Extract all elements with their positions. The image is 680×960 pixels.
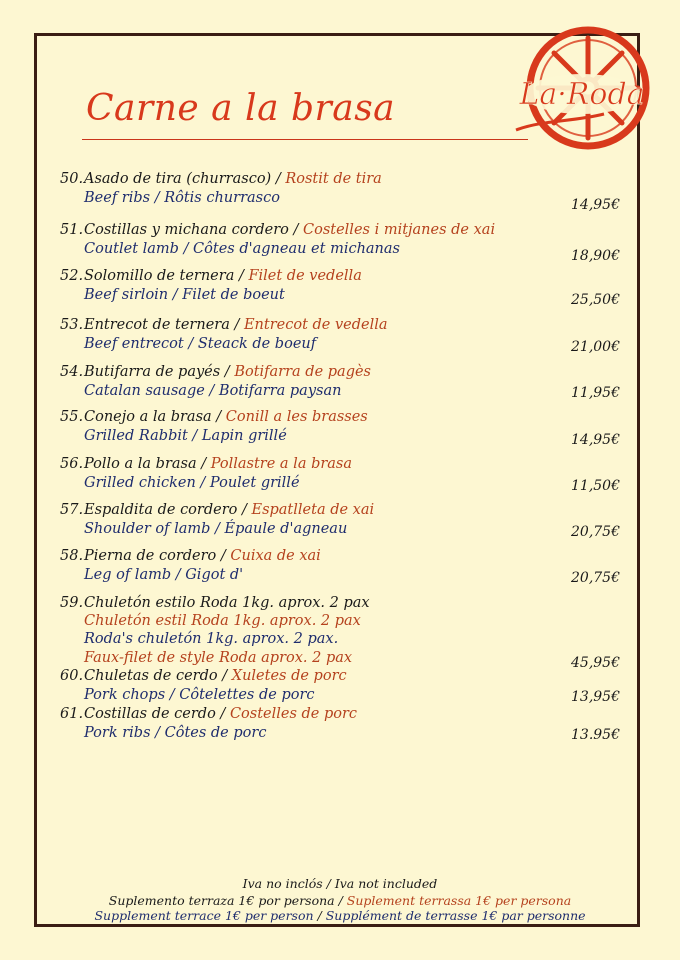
item-price: 13.95€ [571,727,620,743]
item-name-es: Espaldita de cordero [84,502,238,518]
supplement-fr: Supplément de terrasse 1€ par personne [325,908,586,923]
item-name-ca: Filet de vedella [248,268,362,284]
page-title: Carne a la brasa [86,88,396,129]
iva-es: Iva no inclós [242,876,323,891]
footer-supplement-1: Suplemento terraza 1€ por persona / Suplement terrassa 1€ per persona [108,893,572,908]
item-name-es-ca: Chuletas de cerdo / Xuletes de porc [84,668,347,684]
item-number: 56. [60,456,84,472]
item-name-ca: Cuixa de xai [230,548,321,564]
item-name-ca: Espatlleta de xai [251,502,375,518]
item-name-es: Costillas de cerdo [84,706,216,722]
item-name-en-fr: Beef ribs / Rôtis churrasco [84,190,280,206]
item-name-ca: Costelles de porc [229,706,358,722]
item-name-ca: Botifarra de pagès [234,364,371,380]
item-name-en-fr: Leg of lamb / Gigot d' [84,567,244,583]
item-name-es-ca: Costillas de cerdo / Costelles de porc [84,706,358,722]
item-name-es: Conejo a la brasa [84,409,212,425]
item-name-es-ca: Pierna de cordero / Cuixa de xai [84,548,321,564]
item-number: 58. [60,548,84,564]
supplement-en: Supplement terrace 1€ per person [94,908,314,923]
item-name-en-fr: Coutlet lamb / Côtes d'agneau et michanas [84,241,400,257]
item-name-ca: Rostit de tira [285,171,382,187]
item-name-en-fr: Grilled Rabbit / Lapin grillé [84,428,287,444]
item-number: 53. [60,317,84,333]
item-price: 14,95€ [571,197,620,213]
item-name-es-ca: Butifarra de payés / Botifarra de pagès [84,364,371,380]
item-name-fr: Faux-filet de style Roda aprox. 2 pax [84,650,353,666]
item-name-en-fr: Catalan sausage / Botifarra paysan [84,383,342,399]
item-name-en: Roda's chuletón 1kg. aprox. 2 pax. [84,631,339,647]
item-price: 14,95€ [571,432,620,448]
item-price: 18,90€ [571,248,620,264]
item-price: 11,50€ [571,478,620,494]
item-name-es: Chuletas de cerdo [84,668,218,684]
item-name-ca: Xuletes de porc [231,668,347,684]
item-price: 25,50€ [571,292,620,308]
item-price: 11,95€ [571,385,620,401]
item-number: 52. [60,268,84,284]
item-name-es: Chuletón estilo Roda 1kg. aprox. 2 pax [84,595,370,611]
item-name-es-ca: Pollo a la brasa / Pollastre a la brasa [84,456,353,472]
item-name-ca: Conill a les brasses [225,409,368,425]
item-name-ca: Pollastre a la brasa [210,456,353,472]
item-name-ca: Entrecot de vedella [243,317,388,333]
item-name-es-ca: Costillas y michana cordero / Costelles i mitjanes de xai [84,222,496,238]
svg-text:La·Roda: La·Roda [519,77,645,112]
item-number: 51. [60,222,84,238]
item-number: 50. [60,171,84,187]
item-name-es: Butifarra de payés [84,364,221,380]
supplement-es: Suplemento terraza 1€ por persona [108,893,335,908]
item-name-es-ca: Entrecot de ternera / Entrecot de vedella [84,317,388,333]
item-name-ca: Costelles i mitjanes de xai [303,222,496,238]
item-name-en-fr: Shoulder of lamb / Épaule d'agneau [84,521,348,537]
item-name-es: Pierna de cordero [84,548,217,564]
item-name-es-ca: Solomillo de ternera / Filet de vedella [84,268,362,284]
item-number: 54. [60,364,84,380]
item-name-es: Solomillo de ternera [84,268,235,284]
item-name-en-fr: Pork ribs / Côtes de porc [84,725,267,741]
item-price: 21,00€ [571,339,620,355]
item-name-es: Pollo a la brasa [84,456,197,472]
item-number: 59. [60,595,84,611]
item-name-es: Entrecot de ternera [84,317,230,333]
footer-supplement-2: Supplement terrace 1€ per person / Supplément de terrasse 1€ par personne [94,908,586,923]
item-name-en-fr: Beef entrecot / Steack de boeuf [84,336,317,352]
item-number: 60. [60,668,84,684]
item-number: 61. [60,706,84,722]
item-name-ca: Chuletón estil Roda 1kg. aprox. 2 pax [84,613,361,629]
title-underline [82,139,528,140]
item-name-en-fr: Grilled chicken / Poulet grillé [84,475,300,491]
item-name-es-ca: Conejo a la brasa / Conill a les brasses [84,409,368,425]
footer-iva: Iva no inclós / Iva not included [242,876,438,891]
item-name-es: Costillas y michana cordero [84,222,289,238]
item-name-en-fr: Beef sirloin / Filet de boeut [84,287,285,303]
item-name-en-fr: Pork chops / Côtelettes de porc [84,687,315,703]
supplement-ca: Suplement terrassa 1€ per persona [346,893,572,908]
la-roda-logo [512,18,656,158]
item-name-es: Asado de tira (churrasco) [84,171,272,187]
item-price: 13,95€ [571,689,620,705]
item-price: 20,75€ [571,524,620,540]
item-price: 20,75€ [571,570,620,586]
item-number: 55. [60,409,84,425]
item-price: 45,95€ [571,655,620,671]
item-name-es-ca: Asado de tira (churrasco) / Rostit de tira [84,171,382,187]
item-name-es-ca: Espaldita de cordero / Espatlleta de xai [84,502,375,518]
iva-en: Iva not included [334,876,438,891]
item-number: 57. [60,502,84,518]
